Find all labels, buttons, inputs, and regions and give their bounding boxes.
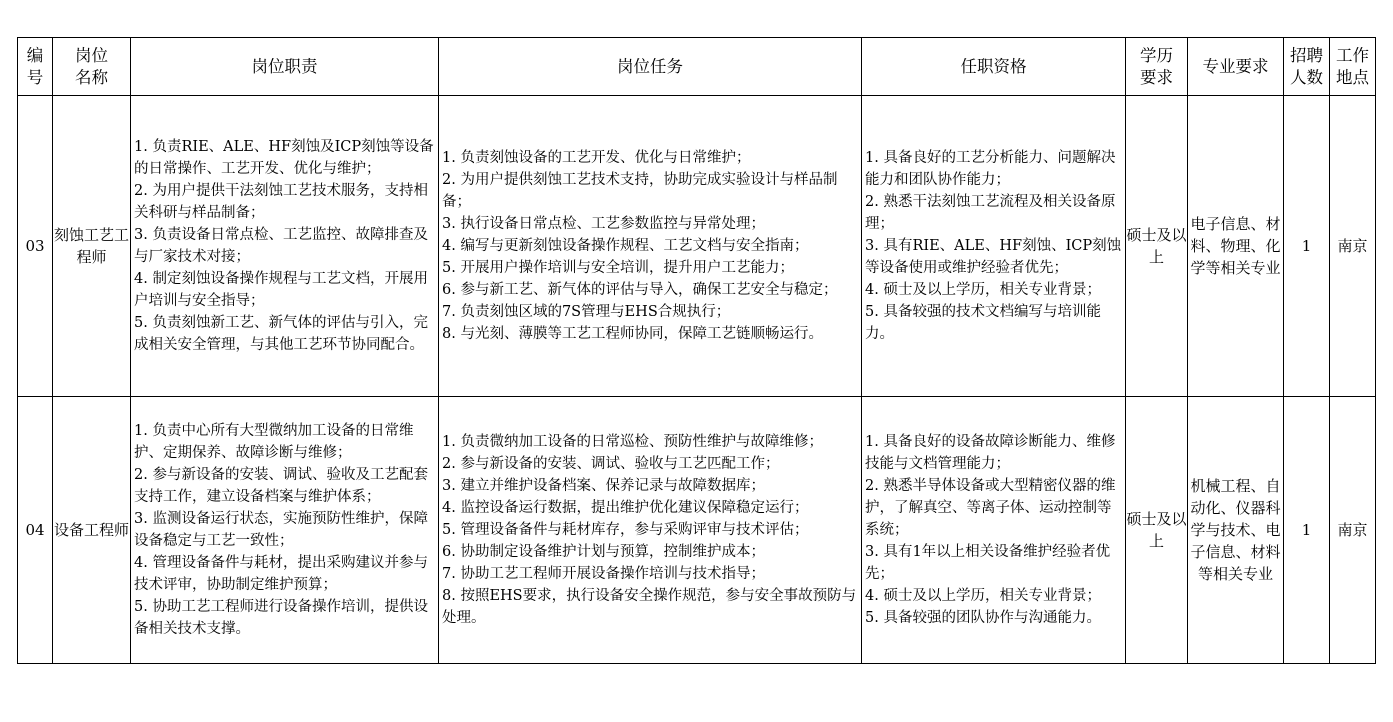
qualification-item: 2. 熟悉半导体设备或大型精密仪器的维护，了解真空、等离子体、运动控制等系统； (865, 478, 1116, 538)
header-location (1330, 38, 1376, 96)
task-item: 8. 按照EHS要求，执行设备安全操作规范，参与安全事故预防与处理。 (442, 588, 857, 626)
qualification-item: 3. 具有RIE、ALE、HF刻蚀、ICP刻蚀等设备使用或维护经验者优先； (865, 238, 1122, 276)
task-item: 4. 编写与更新刻蚀设备操作规程、工艺文档与安全指南； (442, 238, 809, 254)
qualification-item: 1. 具备良好的设备故障诊断能力、维修技能与文档管理能力； (865, 434, 1116, 472)
cell-count: 1 (1284, 96, 1330, 397)
cell-name: 设备工程师 (53, 397, 131, 664)
header-qualifications-text: 任职资格 (960, 56, 1027, 76)
duty-item: 5. 负责刻蚀新工艺、新气体的评估与引入，完成相关安全管理，与其他工艺环节协同配合。 (134, 315, 428, 353)
task-item: 6. 协助制定设备维护计划与预算，控制维护成本； (442, 544, 765, 560)
header-duties (131, 38, 439, 96)
duty-item: 2. 为用户提供干法刻蚀工艺技术服务，支持相关科研与样品制备； (134, 183, 428, 221)
duty-item: 5. 协助工艺工程师进行设备操作培训，提供设备相关技术支撑。 (134, 599, 428, 637)
qualification-item: 5. 具备较强的技术文档编写与培训能力。 (865, 304, 1101, 342)
header-duties-text: 岗位职责 (251, 56, 318, 76)
header-name-text: 岗位 名称 (75, 45, 108, 87)
cell-major: 电子信息、材料、物理、化学等相关专业 (1188, 96, 1284, 397)
cell-qualifications (862, 397, 1126, 664)
header-qualifications (862, 38, 1126, 96)
qualification-item: 2. 熟悉干法刻蚀工艺流程及相关设备原理； (865, 194, 1116, 232)
task-item: 1. 负责微纳加工设备的日常巡检、预防性维护与故障维修； (442, 434, 823, 450)
cell-count: 1 (1284, 397, 1330, 664)
task-item: 3. 执行设备日常点检、工艺参数监控与异常处理； (442, 216, 765, 232)
header-tasks (439, 38, 862, 96)
cell-location: 南京 (1330, 96, 1376, 397)
duty-item: 1. 负责中心所有大型微纳加工设备的日常维护、定期保养、故障诊断与维修； (134, 423, 414, 461)
duty-item: 2. 参与新设备的安装、调试、验收及工艺配套支持工作，建立设备档案与维护体系； (134, 467, 428, 505)
table-row (18, 96, 1376, 397)
task-item: 6. 参与新工艺、新气体的评估与导入，确保工艺安全与稳定； (442, 282, 838, 298)
header-count-text: 招聘 人数 (1290, 45, 1323, 87)
header-no-text: 编 号 (26, 45, 44, 87)
duty-item: 3. 监测设备运行状态，实施预防性维护，保障设备稳定与工艺一致性； (134, 511, 428, 549)
cell-tasks (439, 96, 862, 397)
job-table (17, 37, 1376, 664)
task-item: 2. 参与新设备的安装、调试、验收与工艺匹配工作； (442, 456, 780, 472)
qualification-item: 1. 具备良好的工艺分析能力、问题解决能力和团队协作能力； (865, 150, 1116, 188)
header-tasks-text: 岗位任务 (617, 56, 683, 76)
table-row (18, 397, 1376, 664)
header-major (1188, 38, 1284, 96)
task-item: 5. 开展用户操作培训与安全培训，提升用户工艺能力； (442, 260, 794, 276)
cell-qualifications (862, 96, 1126, 397)
cell-duties (131, 96, 439, 397)
cell-location: 南京 (1330, 397, 1376, 664)
cell-name: 刻蚀工艺工程师 (53, 96, 131, 397)
task-item: 7. 协助工艺工程师开展设备操作培训与技术指导； (442, 566, 765, 582)
header-major-text: 专业要求 (1202, 56, 1269, 76)
duty-item: 4. 管理设备备件与耗材，提出采购建议并参与技术评审，协助制定维护预算； (134, 555, 428, 593)
qualification-item: 5. 具备较强的团队协作与沟通能力。 (865, 610, 1101, 626)
qualification-item: 4. 硕士及以上学历，相关专业背景； (865, 588, 1101, 604)
header-row (18, 38, 1376, 96)
header-count (1284, 38, 1330, 96)
cell-education: 硕士及以上 (1126, 96, 1188, 397)
task-item: 7. 负责刻蚀区域的7S管理与EHS合规执行； (442, 304, 731, 320)
cell-duties (131, 397, 439, 664)
qualification-item: 4. 硕士及以上学历，相关专业背景； (865, 282, 1101, 298)
qualification-item: 3. 具有1年以上相关设备维护经验者优先； (865, 544, 1111, 582)
task-item: 2. 为用户提供刻蚀工艺技术支持，协助完成实验设计与样品制备； (442, 172, 838, 210)
cell-major: 机械工程、自动化、仪器科学与技术、电子信息、材料等相关专业 (1188, 397, 1284, 664)
duty-item: 1. 负责RIE、ALE、HF刻蚀及ICP刻蚀等设备的日常操作、工艺开发、优化与维护； (134, 139, 434, 177)
duty-item: 4. 制定刻蚀设备操作规程与工艺文档，开展用户培训与安全指导； (134, 271, 428, 309)
task-item: 1. 负责刻蚀设备的工艺开发、优化与日常维护； (442, 150, 751, 166)
task-item: 4. 监控设备运行数据，提出维护优化建议保障稳定运行； (442, 500, 809, 516)
task-item: 8. 与光刻、薄膜等工艺工程师协同，保障工艺链顺畅运行。 (442, 326, 823, 342)
task-item: 5. 管理设备备件与耗材库存，参与采购评审与技术评估； (442, 522, 809, 538)
cell-education: 硕士及以上 (1126, 397, 1188, 664)
cell-no: 03 (18, 96, 53, 397)
cell-no: 04 (18, 397, 53, 664)
header-location-text: 工作 地点 (1336, 45, 1369, 87)
header-education (1126, 38, 1188, 96)
header-no (18, 38, 53, 96)
header-name (53, 38, 131, 96)
header-education-text: 学历 要求 (1140, 45, 1173, 87)
duty-item: 3. 负责设备日常点检、工艺监控、故障排查及与厂家技术对接； (134, 227, 428, 265)
cell-tasks (439, 397, 862, 664)
task-item: 3. 建立并维护设备档案、保养记录与故障数据库； (442, 478, 765, 494)
